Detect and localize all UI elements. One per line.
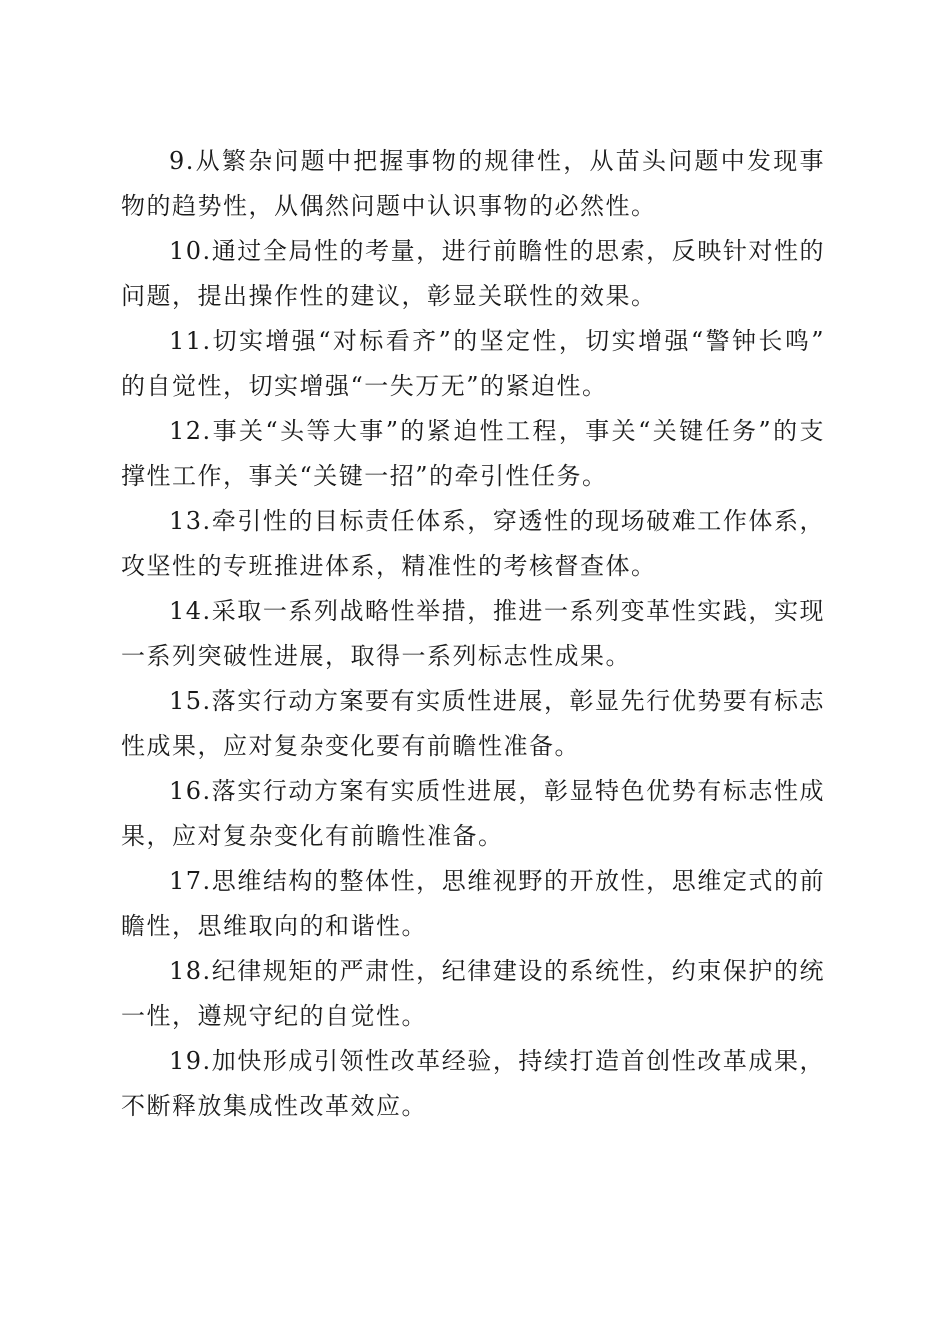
paragraph-item-18: 18.纪律规矩的严肃性，纪律建设的系统性，约束保护的统一性，遵规守纪的自觉性。	[121, 957, 825, 1030]
paragraph-item-19: 19.加快形成引领性改革经验，持续打造首创性改革成果，不断释放集成性改革效应。	[121, 1047, 825, 1120]
paragraph-item-16: 16.落实行动方案有实质性进展，彰显特色优势有标志性成果，应对复杂变化有前瞻性准备。	[121, 777, 825, 850]
document-body	[121, 139, 825, 1129]
paragraph-item-14: 14.采取一系列战略性举措，推进一系列变革性实践，实现一系列突破性进展，取得一系列标志性成果。	[121, 597, 825, 670]
paragraph-item-9: 9.从繁杂问题中把握事物的规律性，从苗头问题中发现事物的趋势性，从偶然问题中认识事物的必然性。	[121, 147, 825, 220]
paragraph-item-12: 12.事关“头等大事”的紧迫性工程，事关“关键任务”的支撑性工作，事关“关键一招”的牵引性任务。	[121, 417, 825, 490]
paragraph-item-15: 15.落实行动方案要有实质性进展，彰显先行优势要有标志性成果，应对复杂变化要有前瞻性准备。	[121, 687, 825, 760]
paragraph-item-17: 17.思维结构的整体性，思维视野的开放性，思维定式的前瞻性，思维取向的和谐性。	[121, 867, 825, 940]
paragraph-item-13: 13.牵引性的目标责任体系，穿透性的现场破难工作体系，攻坚性的专班推进体系，精准性的考核督查体。	[121, 507, 825, 580]
paragraph-item-10: 10.通过全局性的考量，进行前瞻性的思索，反映针对性的问题，提出操作性的建议，彰显关联性的效果。	[121, 237, 825, 310]
paragraph-item-11: 11.切实增强“对标看齐”的坚定性，切实增强“警钟长鸣”的自觉性，切实增强“一失万无”的紧迫性。	[121, 327, 825, 400]
